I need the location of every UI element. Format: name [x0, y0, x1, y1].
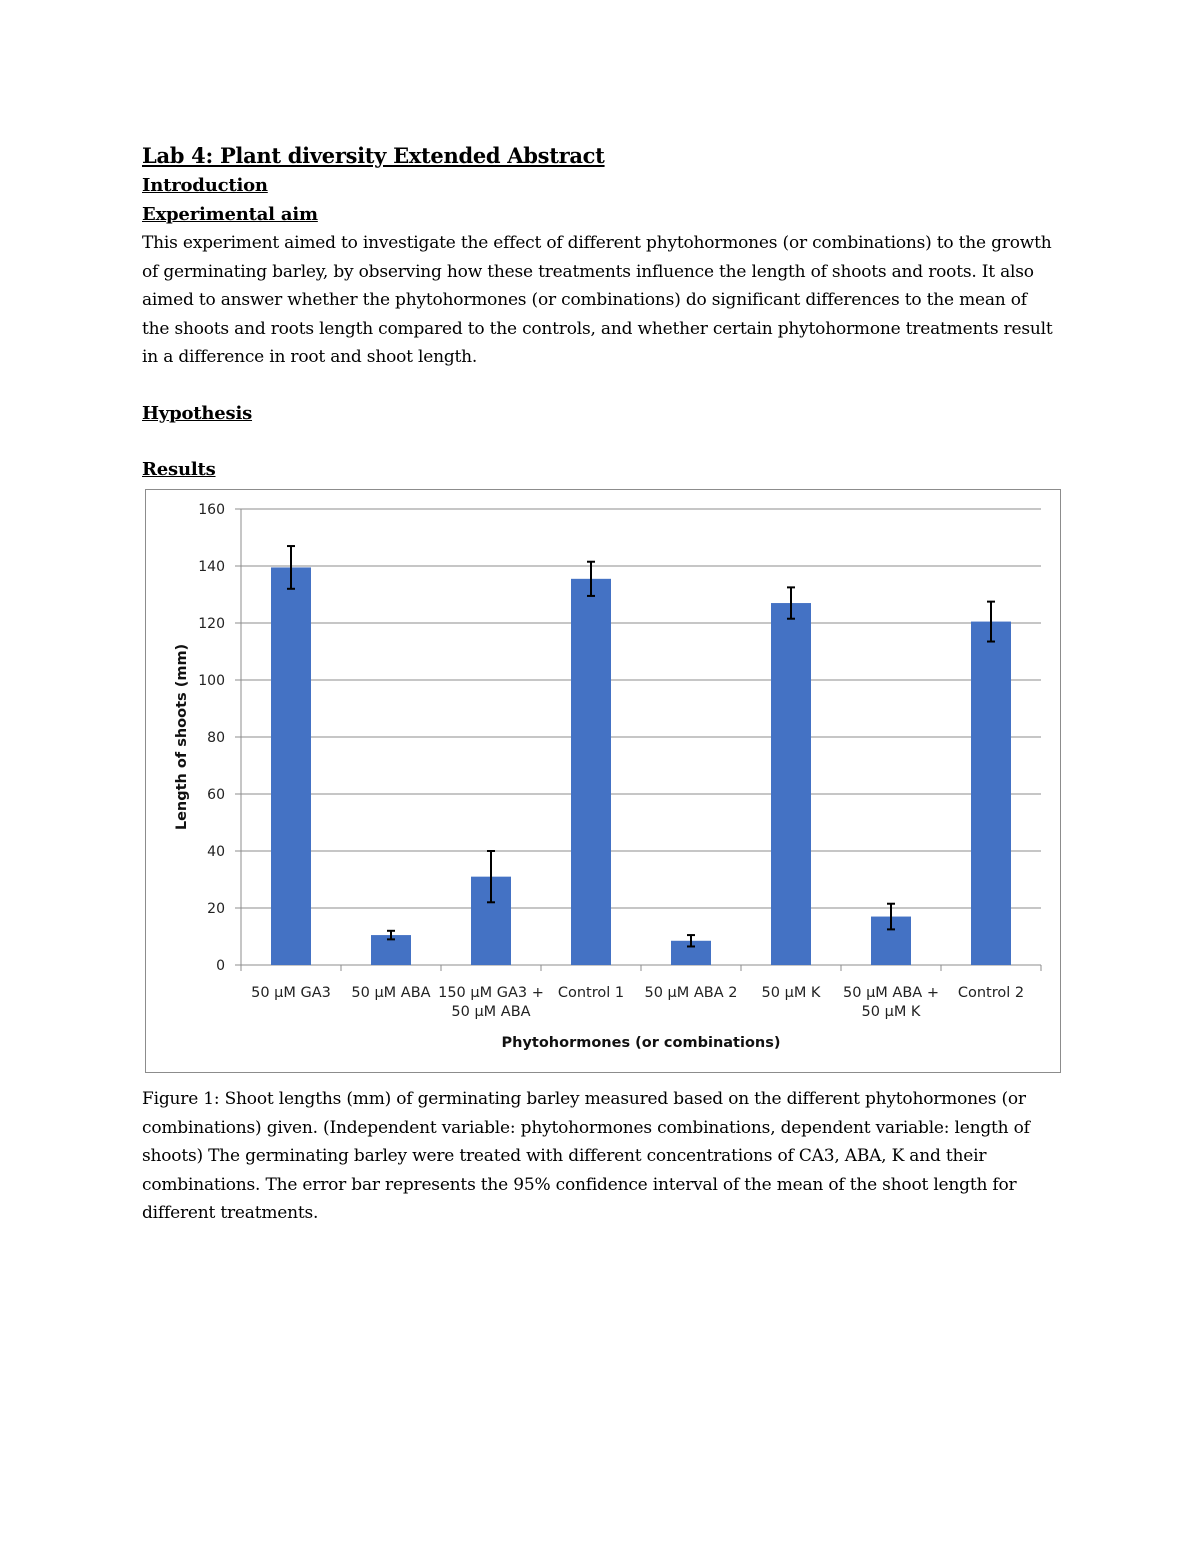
x-axis-title: Phytohormones (or combinations): [501, 1035, 781, 1051]
y-tick-label: 60: [207, 787, 225, 803]
heading-experimental-aim: Experimental aim: [142, 204, 318, 225]
x-tick-label: 50 µM K: [761, 985, 821, 1001]
y-tick-label: 0: [216, 958, 225, 974]
bar: [971, 622, 1011, 965]
x-tick-label: 50 µM ABA 2: [644, 985, 738, 1001]
heading-hypothesis: Hypothesis: [142, 403, 253, 424]
x-tick-label: 50 µM ABA: [451, 1004, 531, 1020]
x-tick-label: 50 µM ABA +: [843, 985, 939, 1001]
x-tick-label: Control 2: [957, 985, 1025, 1001]
heading-introduction: Introduction: [142, 175, 268, 196]
heading-results: Results: [142, 459, 216, 480]
x-tick-label: 50 µM ABA: [351, 985, 431, 1001]
y-tick-label: 40: [207, 844, 225, 860]
aim-paragraph: This experiment aimed to investigate the effect of different phytohormones (or combinations) to the growth of germinating barley, by observing how these treatments influence the length of shoots and roots. It also aimed to answer whether the phytohormones (or combinations) do significant differences to the mean of the shoots and roots length compared to the controls, and whether certain phytohormone treatments result in a difference in root and shoot length.: [142, 233, 1053, 368]
y-tick-label: 140: [198, 559, 225, 575]
y-tick-label: 160: [198, 502, 225, 518]
document-title: Lab 4: Plant diversity Extended Abstract: [142, 143, 605, 168]
y-tick-label: 120: [198, 616, 225, 632]
y-tick-label: 100: [198, 673, 225, 689]
bar: [771, 603, 811, 965]
x-tick-label: 50 µM GA3: [251, 985, 331, 1001]
y-tick-label: 80: [207, 730, 225, 746]
y-axis-title: Length of shoots (mm): [174, 643, 190, 831]
bar: [271, 567, 311, 965]
figure-caption: Figure 1: Shoot lengths (mm) of germinating barley measured based on the different phytohormones (or combinations) given. (Independent variable: phytohormones combinations, dependent variable: length of shoots) The germinating barley were treated with different concentrations of CA3, ABA, K and their combinations. The error bar represents the 95% confidence interval of the mean of the shoot length for different treatments.: [142, 1089, 1030, 1224]
bar: [571, 579, 611, 965]
x-tick-label: 150 µM GA3 +: [438, 985, 544, 1001]
x-tick-label: Control 1: [557, 985, 625, 1001]
shoot-length-bar-chart: [145, 489, 1061, 1073]
x-tick-label: 50 µM K: [861, 1004, 921, 1020]
y-tick-label: 20: [207, 901, 225, 917]
